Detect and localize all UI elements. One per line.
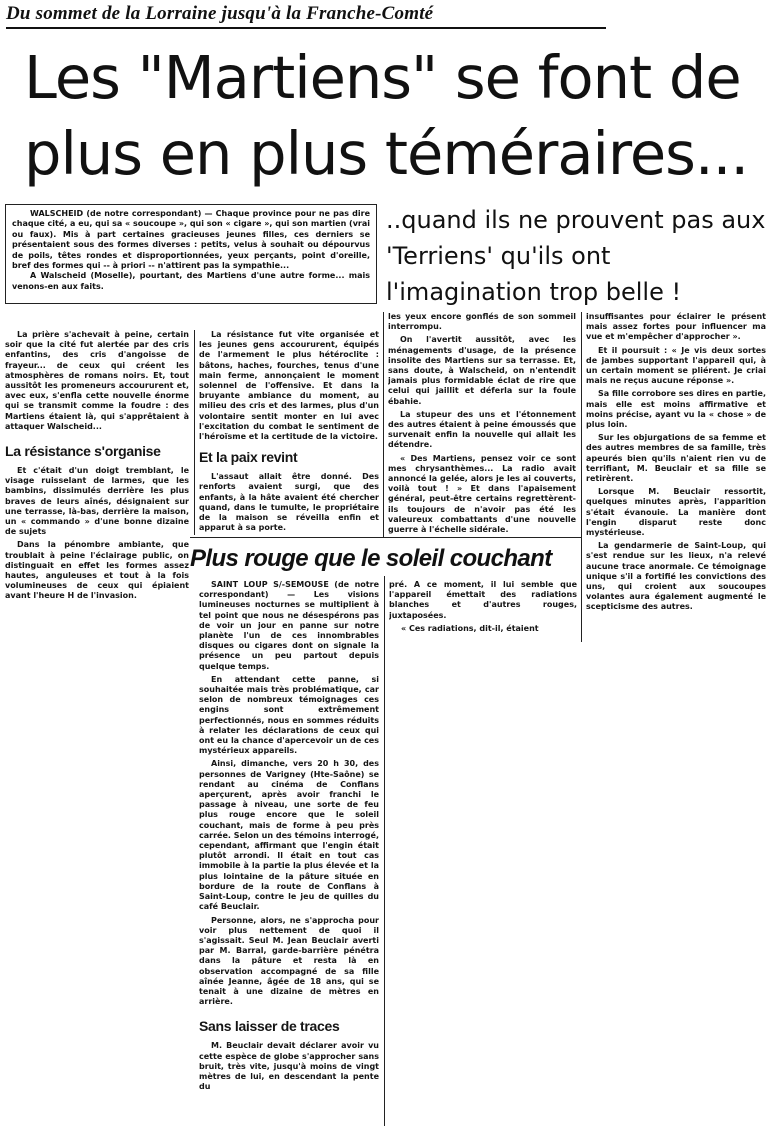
paragraph: pré. A ce moment, il lui semble que l'appareil émettait des radiations blanches et d'autres rouges, juxtaposées. bbox=[389, 580, 577, 620]
paragraph: insuffisantes pour éclairer le présent mais assez fortes pour influencer ma vue et m'empêcher d'approcher ». bbox=[586, 312, 766, 342]
paragraph: Et c'était d'un doigt tremblant, le visage ruisselant de larmes, que les bambins, dissimulés derrière les plus braves de leurs aînés, désignaient sur une terrasse, là-bas, derrière la maison, un « commando » d'une bonne dizaine de sujets bbox=[5, 466, 189, 537]
intro-paragraph-2: A Walscheid (Moselle), pourtant, des Martiens d'une autre forme... mais venons-en aux faits. bbox=[12, 271, 370, 291]
column-rule bbox=[383, 312, 384, 537]
second-article-headline: Plus rouge que le soleil couchant bbox=[190, 545, 552, 572]
article-column-right-mid bbox=[389, 580, 577, 650]
main-headline: Les "Martiens" se font de plus en plus téméraires... bbox=[24, 43, 749, 188]
paragraph: M. Beuclair devait déclarer avoir vu cette espèce de globe s'approcher sans bruit, très vite, jusqu'à moins de vingt mètres de lui, en descendant la pente du bbox=[199, 1041, 379, 1092]
paragraph: SAINT LOUP S/-SEMOUSE (de notre correspondant) — Les visions lumineuses nocturnes se multiplient à tel point que nous ne désespérons pas de voir un jour en panne sur notre planète l'un de ces innombrables disques ou cigares dont on signale la présence un peu partout depuis quelque temps. bbox=[199, 580, 379, 671]
paragraph: La résistance fut vite organisée et les jeunes gens accoururent, équipés de l'armement le plus hétéroclite : bâtons, haches, fourches, tenus d'une main ferme, annonçaient le moment solennel de l'offensive. Et dans la bruyante ambiance du moment, au milieu des cris et des larmes, plus d'un volontaire sentit monter en lui avec l'excitation du combat le sentiment de l'héroïsme et la certitude de la victoire. bbox=[199, 330, 379, 442]
intro-paragraph-1: WALSCHEID (de notre correspondant) — Chaque province pour ne pas dire chaque cité, a eu, qui sa « soucoupe », qui son « cigare », qui son martien (vrai ou faux). Mis à part certaines gracieuses jeunes filles, ces derniers se présentaient sous des formes diverses : petits, velus à souhait ou dépourvus de poils, têtes rondes et disproportionnées, yeux perçants, point d'oreille, bref des formes qui -- à priori -- n'attirent pas la sympathie... bbox=[12, 209, 371, 271]
paragraph: Ainsi, dimanche, vers 20 h 30, des personnes de Varigney (Hte-Saône) se rendant au cinéma de Conflans aperçurent, après avoir franchi le passage à niveau, une sorte de feu plus rouge encore que le soleil couchant, mais de forme à peu près carrée. Selon un des témoins interrogé, cependant, affirmant que l'engin était plutôt arrondi. Il était en tout cas immobile à la partie la plus élevée et la plus lointaine de la pâture située en bordure de la route de Conflans à Saint-Loup, contre le jeu de quilles du café Beuclair. bbox=[199, 759, 379, 912]
article-column-center bbox=[199, 580, 379, 1128]
paragraph: L'assaut allait être donné. Des renforts avaient surgi, que des enfants, à la hâte avaient été chercher quand, dans le tumulte, le propriétaire de la maison se réveilla enfin et apparut à sa porte. bbox=[199, 472, 379, 533]
paragraph: Sa fille corrobore ses dires en partie, mais elle est moins affirmative et moins précise, ayant vu la « chose » de plus loin. bbox=[586, 389, 766, 430]
article-column-4 bbox=[586, 312, 766, 642]
article-column-1 bbox=[5, 330, 189, 640]
sub-heading: Et la paix revint bbox=[199, 449, 298, 466]
sub-headline: ..quand ils ne prouvent pas aux 'Terriens' qu'ils ont l'imagination trop belle ! bbox=[386, 206, 766, 306]
paragraph: Dans la pénombre ambiante, que troublait à peine l'éclairage public, on distinguait en effet les formes assez hautes, anguleuses et tout à la fois volumineuses de ceux qui épiaient avant l'heure H de l'invasion. bbox=[5, 540, 189, 601]
paragraph: La gendarmerie de Saint-Loup, qui s'est rendue sur les lieux, n'a relevé aucune trace anormale. Ce témoignage unique s'il a fortifié les convictions des uns, qui croient aux soucoupes volantes aura également augmenté le scepticisme des autres. bbox=[586, 541, 766, 612]
paragraph: Sur les objurgations de sa femme et des autres membres de sa famille, très apeurés bien qu'ils n'aient rien vu de terrifiant, M. Beuclair et sa fille se retirèrent. bbox=[586, 433, 766, 484]
column-rule bbox=[384, 576, 385, 1126]
section-rule bbox=[190, 537, 581, 538]
article-column-2 bbox=[199, 330, 379, 535]
paragraph: « Des Martiens, pensez voir ce sont mes chrysanthèmes... La radio avait annoncé la gelée, alors je les ai couverts, voilà tout ! » Et dans l'apaisement général, peut-être certains regrettèrent-ils toujours de n'avoir pas été les valeureux combattants d'une nouvelle guerre à l'échelle sidérale. bbox=[388, 453, 576, 535]
paragraph: On l'avertit aussitôt, avec les ménagements d'usage, de la présence insolite des Martiens sur sa terrasse. Et, sans doute, à Walscheid, on n'entendit jamais plus formidable éclat de rire que celui qui jaillit et déferla sur la foule ébahie. bbox=[388, 335, 576, 406]
paragraph: La prière s'achevait à peine, certain soir que la cité fut alertée par des cris enfantins, des cris d'angoisse de frayeur... de ceux qui créent les atmosphères de romans noirs. Et, tout aussitôt les promeneurs accoururent et, avec eux, s'enfla cette nouvelle énorme qui se transmit comme la foudre : des Martiens étaient là, qui s'apprêtaient à attaquer Walscheid... bbox=[5, 330, 189, 431]
paragraph: « Ces radiations, dit-il, étaient bbox=[401, 623, 539, 633]
column-rule bbox=[581, 312, 582, 642]
sub-heading: Sans laisser de traces bbox=[199, 1018, 340, 1035]
paragraph: La stupeur des uns et l'étonnement des autres étaient à peine émoussés que survenait enfin la nouvelle qui allait les détendre. bbox=[388, 409, 576, 450]
paragraph: Et il poursuit : « Je vis deux sortes de jambes supportant l'appareil qui, à un certain moment se pliérent. Je criai mais ne reçus aucune réponse ». bbox=[586, 345, 766, 386]
paragraph: Lorsque M. Beuclair ressortit, quelques minutes après, l'apparition s'était évanouie. La manière dont l'engin disparut reste donc mystérieuse. bbox=[586, 487, 766, 538]
paragraph: En attendant cette panne, si souhaitée mais très problématique, car selon de nombreux témoignages ces engins sont extrêmement perfectionnés, nous en sommes réduits à relater les déclarations de ceux qui ont eu la chance d'apercevoir un de ces mystérieux appareils. bbox=[199, 674, 379, 756]
sub-heading: La résistance s'organise bbox=[5, 443, 161, 460]
kicker-headline: Du sommet de la Lorraine jusqu'à la Franche-Comté bbox=[6, 2, 606, 29]
column-rule bbox=[194, 330, 195, 535]
paragraph: Personne, alors, ne s'approcha pour voir plus nettement de quoi il s'agissait. Seul M. Jean Beuclair averti par M. Barral, garde-barrière pénétra dans la pâture et resta là en observation accompagné de sa fille aînée Jeanne, âgée de 18 ans, qui se tenait à une dizaine de mètres en arrière. bbox=[199, 915, 379, 1007]
article-column-3 bbox=[388, 312, 576, 537]
paragraph: les yeux encore gonflés de son sommeil interrompu. bbox=[388, 312, 576, 332]
intro-box bbox=[5, 204, 377, 304]
